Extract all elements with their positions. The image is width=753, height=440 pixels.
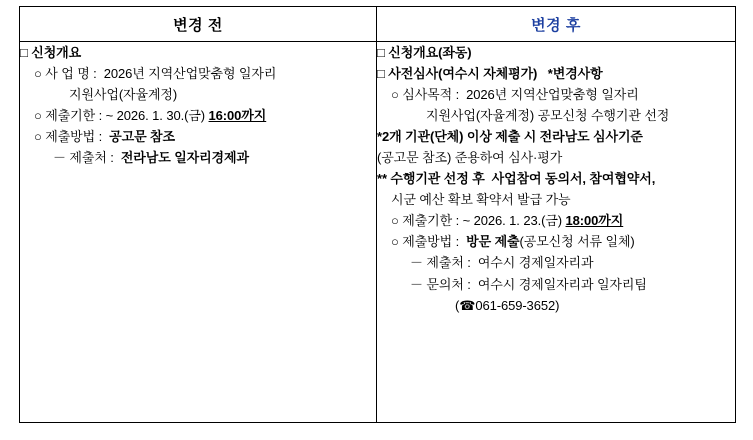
- before-line-text: □ 신청개요: [20, 45, 82, 60]
- before-line-text: ○ 제출기한 : ~ 2026. 1. 30.(금): [34, 108, 209, 124]
- after-line-emphasis: 18:00까지: [565, 213, 624, 229]
- after-line-text: ○ 심사목적 : 2026년 지역산업맞춤형 일자리: [391, 87, 639, 103]
- before-line-text: － 제출처 :: [53, 150, 121, 166]
- before-line: [20, 63, 376, 84]
- before-line: [20, 84, 376, 105]
- after-line: [377, 189, 735, 210]
- after-line: [377, 231, 735, 252]
- after-line: [377, 274, 735, 295]
- after-line-text: － 문의처 : 여수시 경제일자리과 일자리팀: [410, 276, 647, 292]
- before-line-text: ○ 사 업 명 : 2026년 지역산업맞춤형 일자리: [34, 66, 277, 82]
- after-line-text: ○ 제출기한 : ~ 2026. 1. 23.(금): [391, 213, 566, 229]
- before-after-comparison-table: [19, 6, 736, 423]
- after-line-text: ○ 제출방법 :: [391, 234, 467, 250]
- after-line-text: (공고문 참조) 준용하여 심사·평가: [377, 150, 563, 166]
- before-line-text: ○ 제출방법 :: [34, 129, 110, 145]
- after-lines-container: [377, 42, 735, 316]
- after-line: [377, 210, 735, 231]
- after-line: [377, 147, 735, 168]
- before-line: [20, 105, 376, 126]
- after-line: [377, 42, 735, 63]
- column-header-before: 변경 전: [20, 7, 377, 42]
- after-line: [377, 295, 735, 316]
- before-content-cell: [20, 42, 377, 423]
- after-line: [377, 63, 735, 84]
- after-line-text: □: [377, 45, 389, 60]
- after-line-text: □: [377, 66, 389, 82]
- before-line-emphasis: 공고문 참조: [109, 129, 175, 145]
- after-line: [377, 126, 735, 147]
- comparison-document: [0, 6, 753, 440]
- before-line: [20, 126, 376, 147]
- after-line-text: 시군 예산 확보 확약서 발급 가능: [391, 192, 571, 208]
- after-line-emphasis: 방문 제출: [466, 234, 520, 250]
- after-line-text: 지원사업(자율계정) 공모신청 수행기관 선정: [426, 108, 670, 124]
- after-line-suffix: (공모신청 서류 일체): [519, 234, 635, 250]
- column-header-after: 변경 후: [377, 7, 736, 42]
- before-line-text: 지원사업(자율계정): [69, 87, 178, 103]
- after-line: [377, 252, 735, 273]
- after-line-emphasis: 신청개요(좌동): [388, 45, 472, 60]
- after-line: [377, 84, 735, 105]
- after-line-text: ** 수행기관 선정 후 사업참여 동의서, 참여협약서,: [377, 171, 656, 187]
- after-line: [377, 105, 735, 126]
- after-line-emphasis: 사전심사(여수시 자체평가) *변경사항: [388, 66, 603, 82]
- before-line: [20, 42, 376, 63]
- table-header-row: [20, 7, 736, 42]
- before-line-emphasis: 16:00까지: [208, 108, 267, 124]
- before-line: [20, 147, 376, 168]
- after-content-cell: [377, 42, 736, 423]
- after-line-text: － 제출처 : 여수시 경제일자리과: [410, 255, 594, 271]
- after-line-text: (☎061-659-3652): [455, 297, 560, 313]
- after-line: [377, 168, 735, 189]
- before-line-emphasis: 전라남도 일자리경제과: [120, 150, 249, 166]
- before-lines-container: [20, 42, 376, 168]
- after-line-text: *2개 기관(단체) 이상 제출 시 전라남도 심사기준: [377, 129, 643, 145]
- table-body-row: [20, 42, 736, 423]
